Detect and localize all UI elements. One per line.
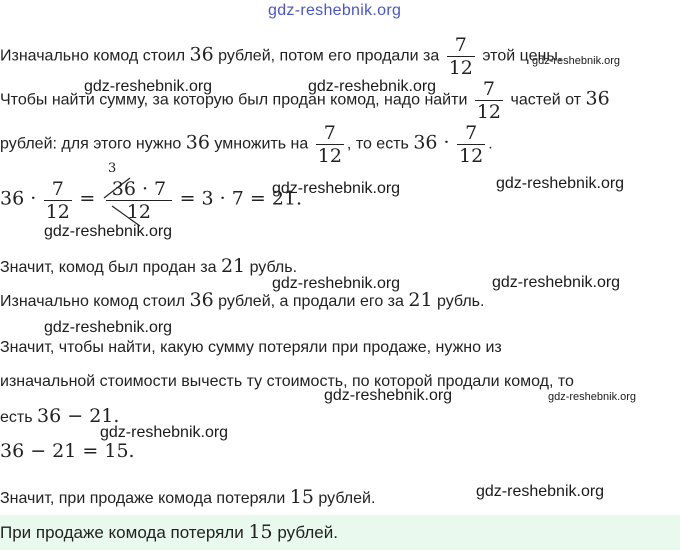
watermark: gdz-reshebnik.org: [44, 319, 173, 336]
text-line-6: [0, 290, 484, 312]
denominator: 12: [45, 201, 70, 223]
text-line-7: [0, 338, 502, 358]
numerator: 7: [323, 122, 336, 144]
text: Чтобы найти сумму, за которую был продан комод, надо найти: [0, 91, 468, 109]
math-expression: 36 − 21.: [37, 405, 120, 427]
answer-text: рублей.: [277, 523, 338, 542]
watermark: gdz-reshebnik.org: [492, 274, 621, 291]
text: рублей, а продали его за: [218, 293, 404, 310]
watermark: gdz-reshebnik.org: [272, 275, 401, 292]
math-expression: = 3 · 7 = 21.: [179, 187, 303, 210]
text: рубль.: [437, 293, 485, 310]
text-line-11: [0, 487, 375, 509]
fraction: [457, 122, 485, 167]
answer-box: [0, 515, 680, 550]
calculation-line: [0, 178, 302, 223]
math-expression: 36 − 21 = 15.: [0, 440, 135, 462]
text: Значит, комод был продан за: [0, 259, 217, 276]
reduced-value: 3: [108, 161, 117, 176]
text: этой цены.: [482, 47, 563, 65]
numerator: 36 · 7: [111, 178, 167, 200]
number: 36: [585, 87, 610, 110]
watermark: gdz-reshebnik.org: [272, 180, 401, 197]
number: 36: [189, 289, 214, 311]
denominator: 12: [476, 101, 502, 123]
text-line-10: [0, 441, 135, 463]
text-line-8: [0, 372, 574, 392]
text: Значит, при продаже комода потеряли: [0, 490, 286, 507]
text-line-3: [0, 122, 493, 167]
watermark: gdz-reshebnik.org: [44, 223, 173, 240]
number: 21: [220, 255, 246, 277]
text: умножить на: [214, 135, 309, 153]
number: 36: [189, 43, 214, 66]
text: Изначально комод стоил: [0, 47, 186, 65]
cancel-mark: [100, 176, 140, 228]
text: есть: [0, 409, 33, 426]
fraction: [475, 78, 503, 123]
denominator: 12: [317, 145, 342, 167]
denominator: 12: [448, 57, 473, 79]
text: изначальной стоимости вычесть ту стоимость, по которой продали комод, то: [0, 373, 574, 390]
answer-text: При продаже комода потеряли: [0, 523, 244, 542]
watermark: gdz-reshebnik.org: [532, 55, 621, 67]
watermark: gdz-reshebnik.org: [84, 78, 213, 95]
watermark: gdz-reshebnik.org: [476, 483, 605, 500]
number: 21: [408, 289, 433, 311]
numerator: 7: [454, 34, 467, 56]
text: , то есть: [346, 135, 409, 153]
text-line-5: [0, 256, 297, 278]
watermark: gdz-reshebnik.org: [308, 78, 437, 95]
denominator: 12: [459, 145, 484, 167]
text: рублей: для этого нужно: [0, 135, 182, 153]
text-line-1: [0, 34, 562, 79]
site-watermark: gdz-reshebnik.org: [268, 2, 402, 19]
text: рубль.: [249, 259, 298, 276]
text: Изначально комод стоил: [0, 293, 186, 310]
text: частей от: [510, 91, 582, 109]
text: Значит, чтобы найти, какую сумму потеряли при продаже, нужно из: [0, 339, 502, 356]
watermark: gdz-reshebnik.org: [548, 391, 637, 403]
watermark: gdz-reshebnik.org: [496, 175, 625, 192]
number: 36: [185, 131, 210, 154]
fraction: [447, 34, 475, 79]
number: 15: [289, 486, 314, 508]
watermark: gdz-reshebnik.org: [100, 424, 229, 441]
denominator: 12: [126, 201, 152, 223]
math-expression: 36 ·: [413, 131, 450, 154]
fraction: [44, 178, 72, 223]
math-expression: 36 ·: [0, 187, 37, 210]
text: рублей.: [318, 490, 376, 507]
numerator: 7: [465, 122, 478, 144]
numerator: 7: [51, 178, 64, 200]
text: рублей, потом его продали за: [218, 47, 440, 65]
watermark: gdz-reshebnik.org: [324, 387, 453, 404]
text: .: [488, 135, 493, 153]
numerator: 7: [482, 78, 495, 100]
answer-number: 15: [248, 521, 273, 543]
equals-sign: =: [79, 187, 96, 210]
fraction: [316, 122, 344, 167]
